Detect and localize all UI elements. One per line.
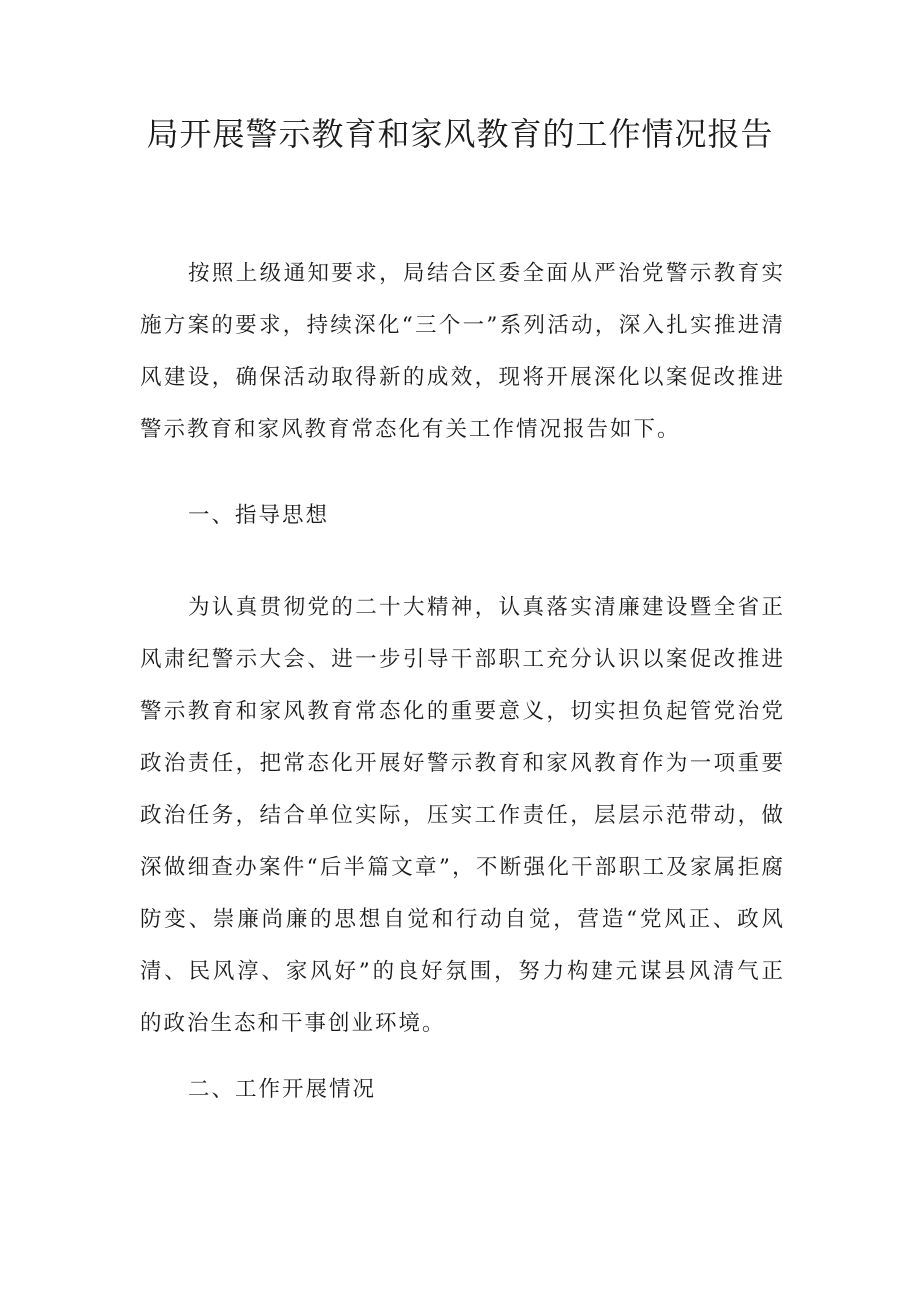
guiding-ideology-paragraph: 为认真贯彻党的二十大精神，认真落实清廉建设暨全省正风肃纪警示大会、进一步引导干部职工充分认识以案促改推进警示教育和家风教育常态化的重要意义，切实担负起管党治党政治责任，把常态化开展好警示教育和家风教育作为一项重要政治任务，结合单位实际，压实工作责任，层层示范带动，做深做细查办案件“后半篇文章”，不断强化干部职工及家属拒腐防变、崇廉尚廉的思想自觉和行动自觉，营造“党风正、政风清、民风淳、家风好”的良好氛围，努力构建元谋县风清气正的政治生态和干事创业环境。 — [140, 595, 785, 1036]
section-heading-work-progress: 二、工作开展情况 — [188, 1077, 377, 1102]
intro-paragraph: 按照上级通知要求，局结合区委全面从严治党警示教育实施方案的要求，持续深化“三个一”系列活动，深入扎实推进清风建设，确保活动取得新的成效，现将开展深化以案促改推进警示教育和家风教育常态化有关工作情况报告如下。 — [140, 261, 785, 442]
section-heading-guiding-ideology: 一、指导思想 — [188, 503, 330, 528]
document-title: 局开展警示教育和家风教育的工作情况报告 — [146, 115, 774, 153]
